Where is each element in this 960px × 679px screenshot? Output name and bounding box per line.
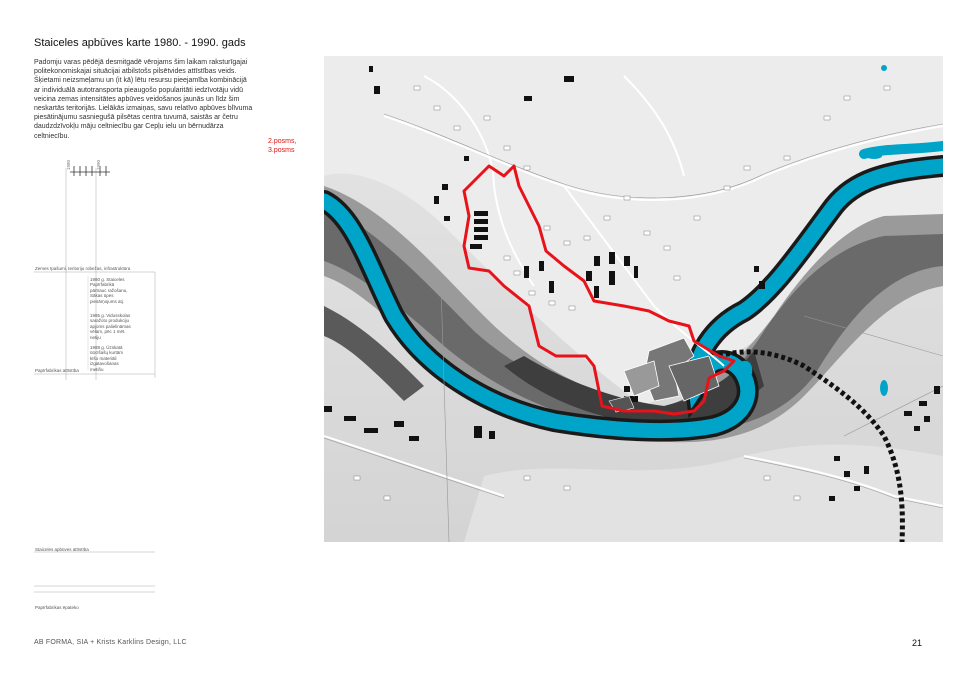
map-canvas (324, 56, 943, 542)
settlement-map (324, 56, 943, 542)
body-line: daudzdzīvokļu māju celtniecību gar Cepļu ielu un bērnudārza (34, 123, 224, 131)
timeline-bottom-label: Staiceles apbūves attīstība (35, 547, 89, 552)
timeline-line-label: Papīrfabrikas attīstība (35, 368, 79, 373)
page-title: Staiceles apbūves karte 1980. - 1990. gads (34, 37, 246, 49)
pond (880, 380, 888, 396)
timeline-year: 1980 (66, 159, 71, 170)
body-line: piesātinājumu sasniegušā pilsētas centra tuvumā, saistās ar četru (34, 114, 238, 122)
body-line: veicina zemas intensitātes apbūves veidošanos jaunās un līdz šim (34, 95, 240, 103)
stage-label: 2.posms, (268, 138, 297, 145)
timeline-bottom-label: Papīrfabrikas ēpateko (35, 605, 79, 610)
page-number: 21 (912, 638, 923, 648)
body-line: ar individuālā autotransporta pieaugošo popularitāti iedzīvotāju vidū (34, 86, 243, 94)
stage-label: 3.posms (268, 147, 295, 154)
body-line: politekonomiskajai situācijai atbilstošs pilsētvides attīstības veids. (34, 68, 237, 76)
body-line: Padomju varas pēdējā desmitgadē vērojams šim laikam raksturīgajai (34, 59, 248, 66)
body-line: Šķietami neizsmeļamu un (it kā) lētu resursu pieejamība kombinācijā (34, 77, 247, 85)
timeline-event: 1988 g. Ūzskatā ūūcīšašų kurtām kīšo materiāli izgatavošanas metiňu (90, 345, 124, 372)
stage-labels (268, 137, 308, 155)
body-line: celtniecību. (34, 132, 70, 140)
timeline-year: 1990 (96, 159, 101, 170)
footer-credits: AB FORMA, SIA + Krists Karklins Design, LLC (34, 639, 187, 646)
body-line: neskartās teritorijās. Lielākās izmaiņas, savu relatīvo apbūves blīvuma (34, 105, 253, 113)
intro-paragraph (34, 58, 296, 141)
timeline-line-label: Zemes īpašumi, teritoriju robežas, infrastruktūra (35, 266, 131, 271)
timeline-event: 1980 g. Staiceles Papīrfabrikā pārtrauc ražošanu, Sākas ūpes piesārņojums atj. (90, 277, 128, 304)
timeline-event: 1985 g. Vidusskolas saražoto produkciju apjoms palielināmas vēlam, pēc 1 mēt. netiju (90, 313, 131, 340)
